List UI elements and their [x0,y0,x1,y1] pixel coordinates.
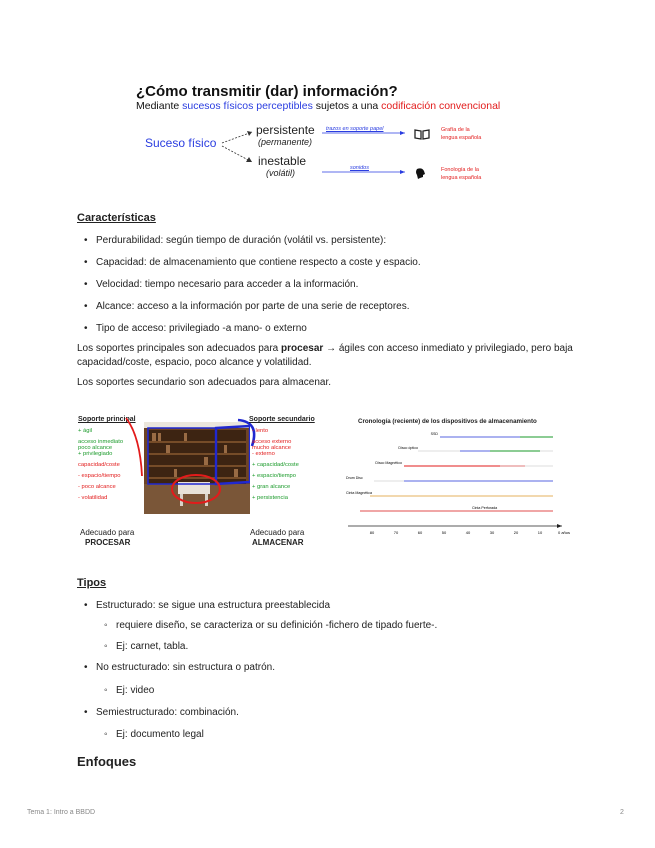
subtitle-pre: Mediante [136,100,180,112]
footer-title: Tema 1: Intro a BBDD [27,809,96,816]
out2-line2: lengua española [441,175,482,181]
list-item: • Estructurado: se sigue una estructura preestablecida [96,600,616,612]
feature-item: poco alcance [78,445,113,451]
book-icon [414,128,430,140]
timeline-tick: 40 [465,530,471,535]
tipos-list [96,600,616,620]
secundario-title: Soporte secundario [249,416,315,423]
list-item: ◦ requiere diseño, se caracteriza or su definición -fichero de tipado fuerte-. [116,620,616,632]
timeline-tick: 30 [489,530,495,535]
figure-title: ¿Cómo transmitir (dar) información? [136,83,398,100]
out1-line1: Grafía de la [441,127,470,133]
out1-line2: lengua española [441,135,482,141]
feature-item: acceso externo [252,439,292,445]
inestable-label: inestable [258,154,307,168]
secundario-caption1: Adecuado para [250,528,305,537]
principal-title: Soporte principal [78,416,136,423]
timeline-labels [346,432,497,510]
list-item: • Alcance: acceso a la información por parte de una serie de receptores. [96,301,616,313]
principal-pointer-lines [120,416,270,506]
list-item: ◦ Ej: carnet, tabla. [116,641,616,653]
out2-line1: Fonología de la [441,167,479,173]
volatil-label: (volátil) [266,168,296,178]
page-number: 2 [620,809,624,816]
timeline-label: Cinta Perforada [472,506,498,510]
feature-item: + persistencia [252,495,288,501]
feature-item: - poco alcance [78,484,116,490]
feature-item: - lento [252,428,269,434]
tipos-list-3 [96,707,616,719]
paragraph-procesar [77,342,587,370]
timeline-tick: 60 [417,530,423,535]
figure1-arrows [0,0,655,200]
feature-item: + privilegiado [78,451,113,457]
timeline-chart [340,426,570,538]
timeline-tick: 80 [369,530,375,535]
timeline-tick: 10 [537,530,543,535]
list-item: • Semiestructurado: combinación. [96,707,616,719]
para1-pre: Los soportes principales son adecuados para [77,343,279,354]
timeline-title: Cronología (reciente) de los dispositivos de almacenamiento [358,418,537,425]
feature-item: + gran alcance [252,484,291,490]
timeline-label: Disco Magnético [375,461,402,465]
feature-item: - volatilidad [78,495,108,501]
feature-item: + ágil [78,428,93,434]
principal-caption2: PROCESAR [85,538,131,547]
feature-item: acceso inmediato [78,439,124,445]
tipos-heading: Tipos [77,577,107,589]
feature-item: mucho alcance [252,445,291,451]
feature-item: - espacio/tiempo [78,473,121,479]
list-item: • No estructurado: sin estructura o patrón. [96,662,616,674]
list-item: ◦ Ej: video [116,685,616,697]
tipos-list-2 [96,662,616,674]
feature-item: + espacio/tiempo [252,473,296,479]
timeline-tick: 20 [513,530,519,535]
suceso-fisico: Suceso físico [145,136,217,150]
list-item: • Tipo de acceso: privilegiado -a mano- o externo [96,323,616,335]
paragraph-almacenar: Los soportes secundario son adecuados para almacenar. [77,377,332,388]
caracteristicas-list [96,235,616,335]
timeline-tick: 50 [441,530,447,535]
speaking-head-icon [414,167,428,180]
caracteristicas-heading: Características [77,212,156,224]
tipos-sublist-3 [116,729,616,741]
feature-item: - externo [252,451,275,457]
persistente-label: persistente [256,123,315,137]
list-item: ◦ Ej: documento legal [116,729,616,741]
list-item: • Perdurabilidad: según tiempo de duración (volátil vs. persistente): [96,235,616,247]
feature-item: + capacidad/coste [252,462,299,468]
arrow1-label: trazos en soporte papel [326,126,384,132]
subtitle-blue: sucesos físicos perceptibles [182,100,313,112]
timeline-tick: 70 [393,530,399,535]
timeline-label: Disco óptico [398,446,418,450]
timeline-tick: 0 años [557,530,570,535]
permanente-label: (permanente) [258,137,313,147]
secundario-caption2: ALMACENAR [252,538,304,547]
list-item: • Capacidad: de almacenamiento que contiene respecto a coste y espacio. [96,257,616,269]
enfoques-heading: Enfoques [77,754,137,769]
para1-post: → ágiles con acceso inmediato y privilegiado, pero baja capacidad/coste, espacio, poco alcance y volatilidad. [77,343,573,368]
timeline-label: Drum Disc [346,476,363,480]
subtitle-red: codificación convencional [381,100,501,112]
tipos-sublist-2 [116,685,616,697]
tipos-sublist-1 [116,620,616,653]
timeline-ticks [370,530,570,535]
feature-item: capacidad/coste [78,462,120,468]
list-item: • Velocidad: tiempo necesario para acceder a la información. [96,279,616,291]
principal-caption1: Adecuado para [80,528,135,537]
arrow2-label: sonidos [350,165,369,171]
timeline-label: Cinta Magnética [346,491,372,495]
para1-bold: procesar [281,343,324,354]
timeline-label: SSD [430,432,438,436]
subtitle-mid: sujetos a una [315,100,379,112]
